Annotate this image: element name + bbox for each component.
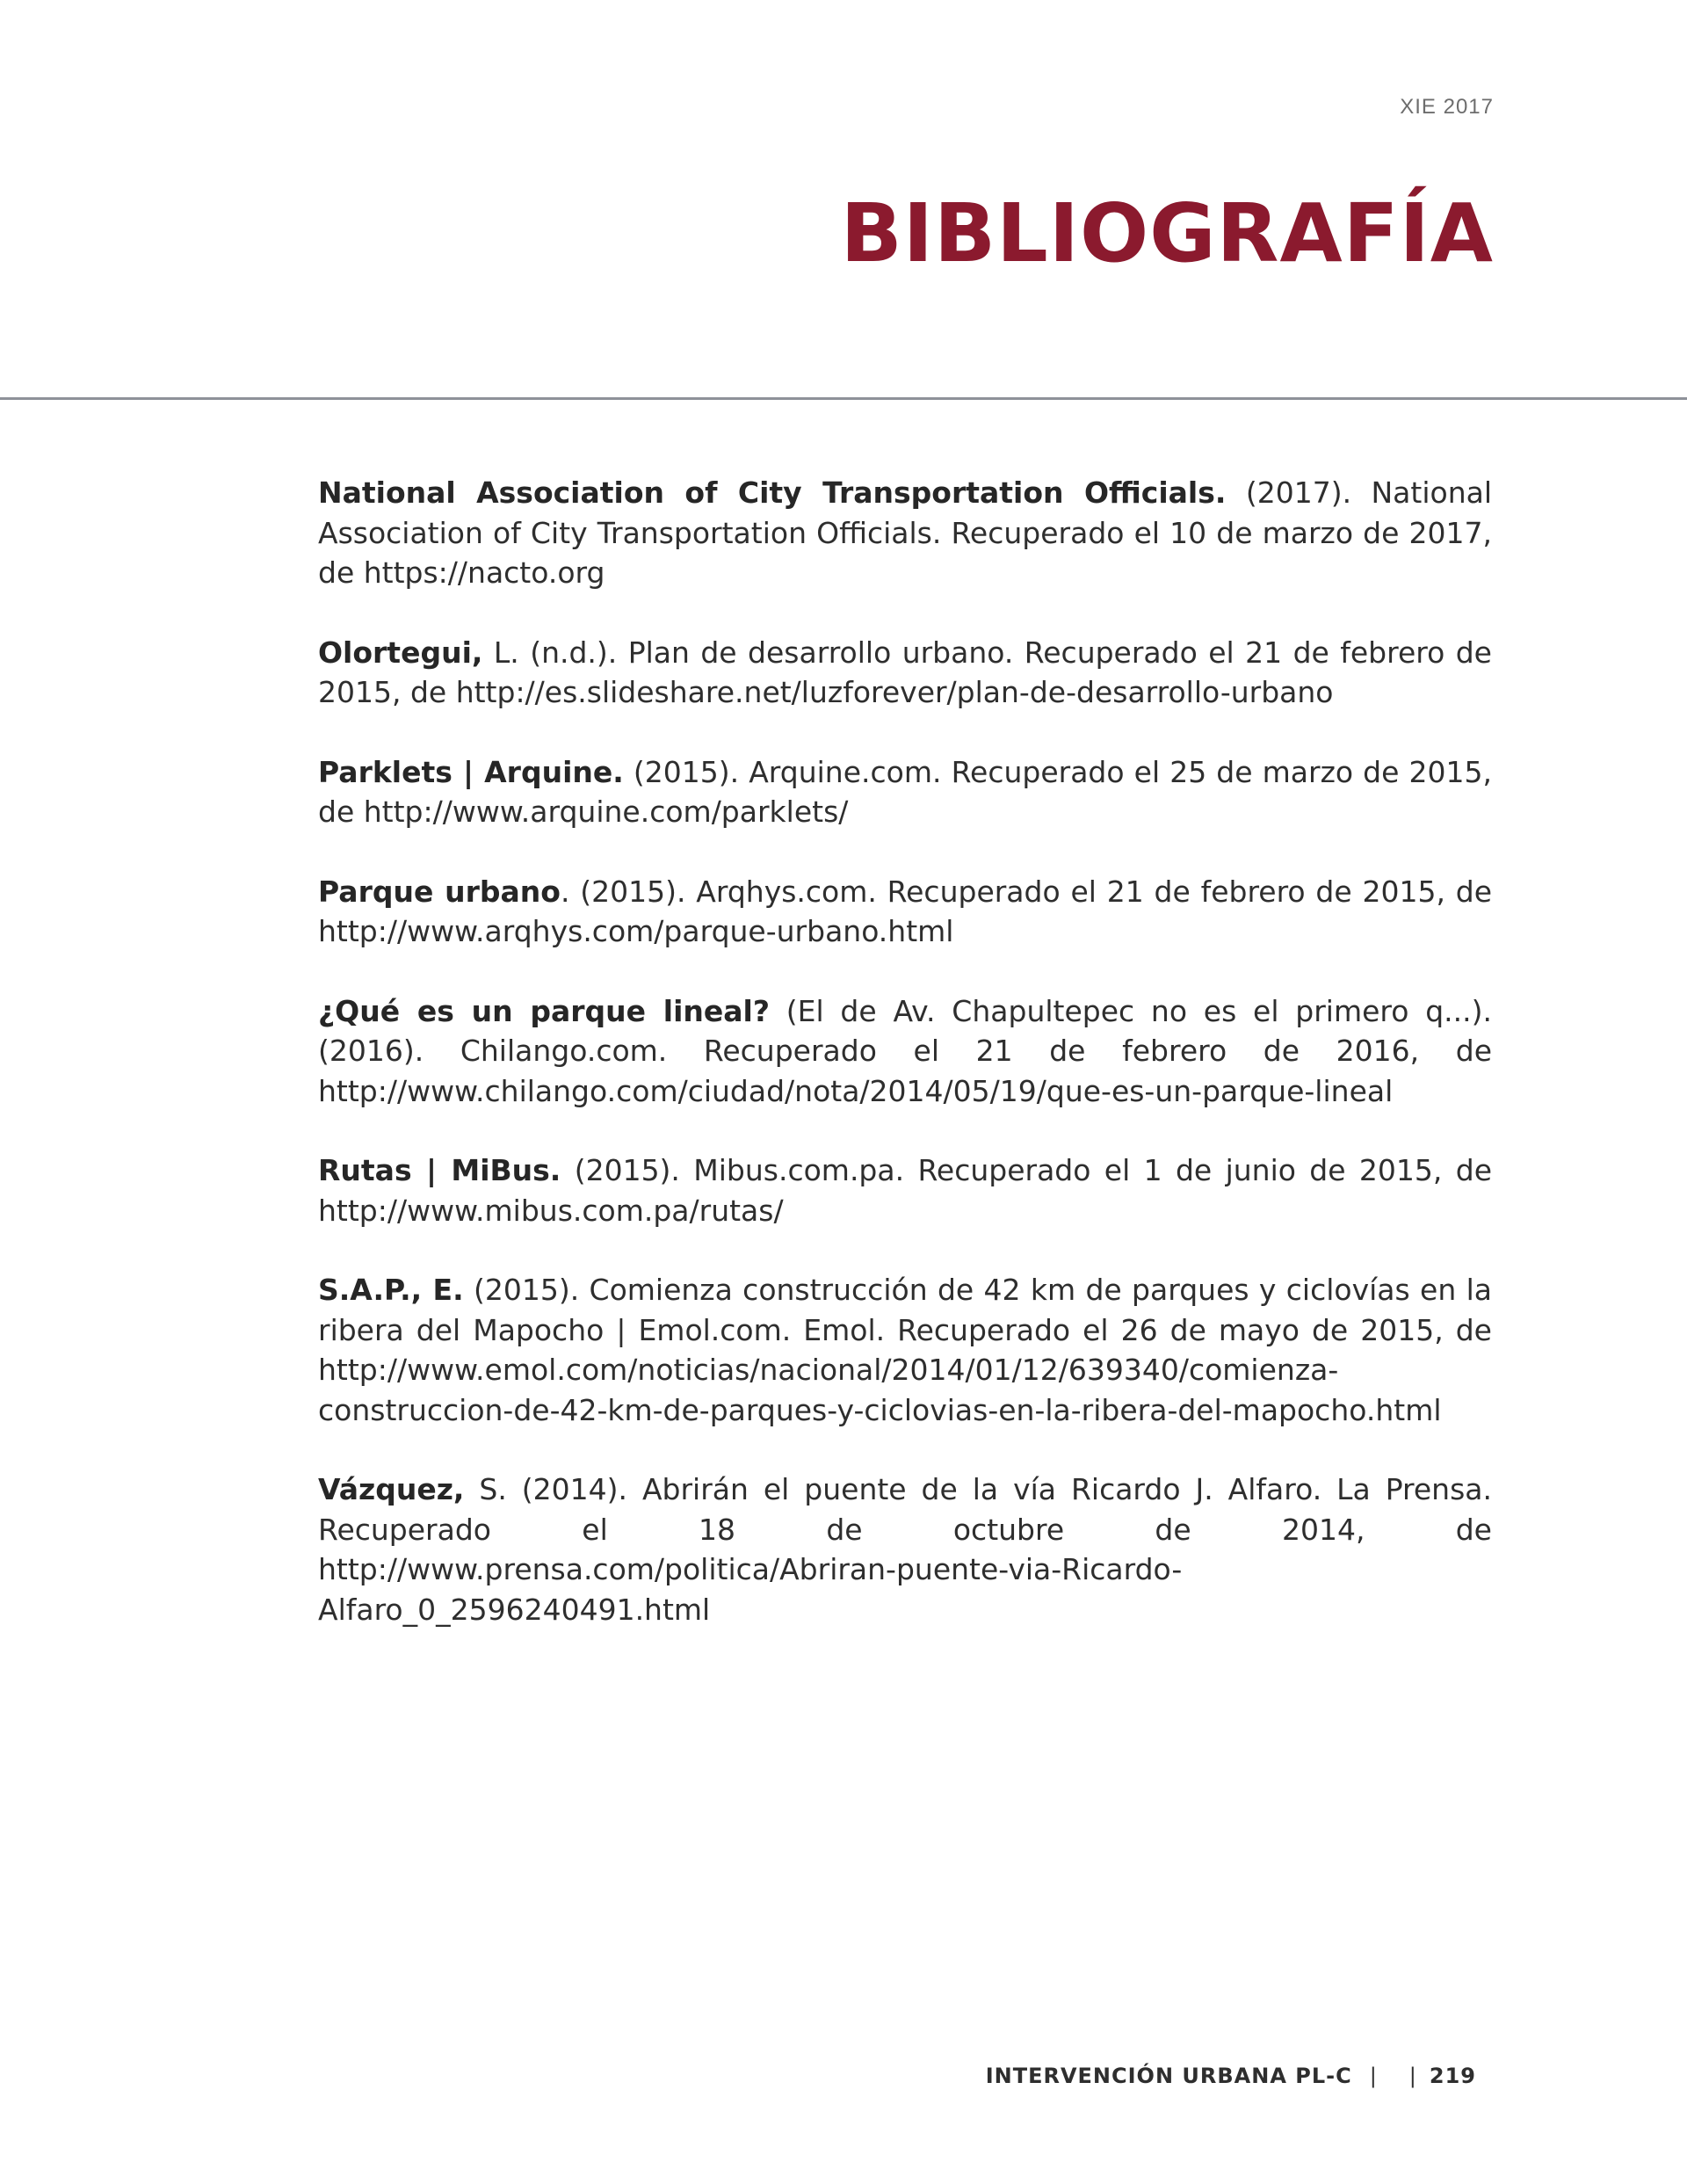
- reference-text: (2015). Arquine.com. Recuperado el 25 de marzo de 2015, de http://www.arquine.com/parklets/: [318, 754, 1492, 829]
- header-divider: [0, 397, 1687, 400]
- reference-author: Olortegui,: [318, 635, 483, 670]
- reference-author: Rutas | MiBus.: [318, 1153, 561, 1187]
- reference-text: (El de Av. Chapultepec no es el primero q...). (2016). Chilango.com. Recuperado el 21 de febrero de 2016, de http://www.chilango.com/ciudad/nota/2014/05/19/que-es-un-parque-lineal: [318, 993, 1492, 1108]
- reference-author: Vázquez,: [318, 1472, 465, 1506]
- reference-entry: [318, 473, 1492, 593]
- reference-author: S.A.P., E.: [318, 1273, 464, 1307]
- reference-entry: [318, 633, 1492, 713]
- reference-text: . (2015). Arqhys.com. Recuperado el 21 de febrero de 2015, de http://www.arqhys.com/parque-urbano.html: [318, 874, 1492, 948]
- reference-entry: [318, 1150, 1492, 1230]
- reference-entry: [318, 1270, 1492, 1430]
- reference-entry: [318, 752, 1492, 832]
- page-number: 219: [1429, 2064, 1476, 2088]
- reference-entry: [318, 872, 1492, 952]
- footer-running-title: INTERVENCIÓN URBANA PL-C: [985, 2064, 1352, 2088]
- reference-text: (2015). Mibus.com.pa. Recuperado el 1 de junio de 2015, de http://www.mibus.com.pa/rutas/: [318, 1153, 1492, 1228]
- reference-entry: [318, 1469, 1492, 1629]
- footer-separator: |: [1369, 2064, 1378, 2088]
- reference-author: National Association of City Transportation Officials.: [318, 475, 1227, 510]
- reference-author: Parque urbano: [318, 874, 561, 909]
- reference-author: ¿Qué es un parque lineal?: [318, 993, 771, 1028]
- reference-text: L. (n.d.). Plan de desarrollo urbano. Recuperado el 21 de febrero de 2015, de http://es.slideshare.net/luzforever/plan-de-desarrollo-urbano: [318, 635, 1492, 709]
- page-title: BIBLIOGRAFÍA: [840, 186, 1494, 280]
- reference-entry: [318, 991, 1492, 1112]
- reference-text: S. (2014). Abrirán el puente de la vía Ricardo J. Alfaro. La Prensa. Recuperado el 18 de octubre de 2014, de http://www.prensa.com/politica/Abriran-puente-via-Ricardo-Alfaro_0_2596240491.html: [318, 1472, 1492, 1627]
- reference-list: [318, 473, 1492, 1669]
- reference-text: (2015). Comienza construcción de 42 km de parques y ciclovías en la ribera del Mapocho | Emol.com. Emol. Recuperado el 26 de mayo de 2015, de http://www.emol.com/noticias/nacional/2014/01/12/639340/comienza-construccion-de-42-km-de-parques-y-ciclovias-en-la-ribera-del-mapocho.html: [318, 1273, 1493, 1427]
- reference-author: Parklets | Arquine.: [318, 754, 624, 789]
- footer-separator: |: [1408, 2064, 1417, 2088]
- header-tag: XIE 2017: [1400, 95, 1494, 119]
- page-footer: [986, 2064, 1476, 2088]
- reference-text: (2017). National Association of City Transportation Officials. Recuperado el 10 de marzo de 2017, de https://nacto.org: [318, 475, 1492, 590]
